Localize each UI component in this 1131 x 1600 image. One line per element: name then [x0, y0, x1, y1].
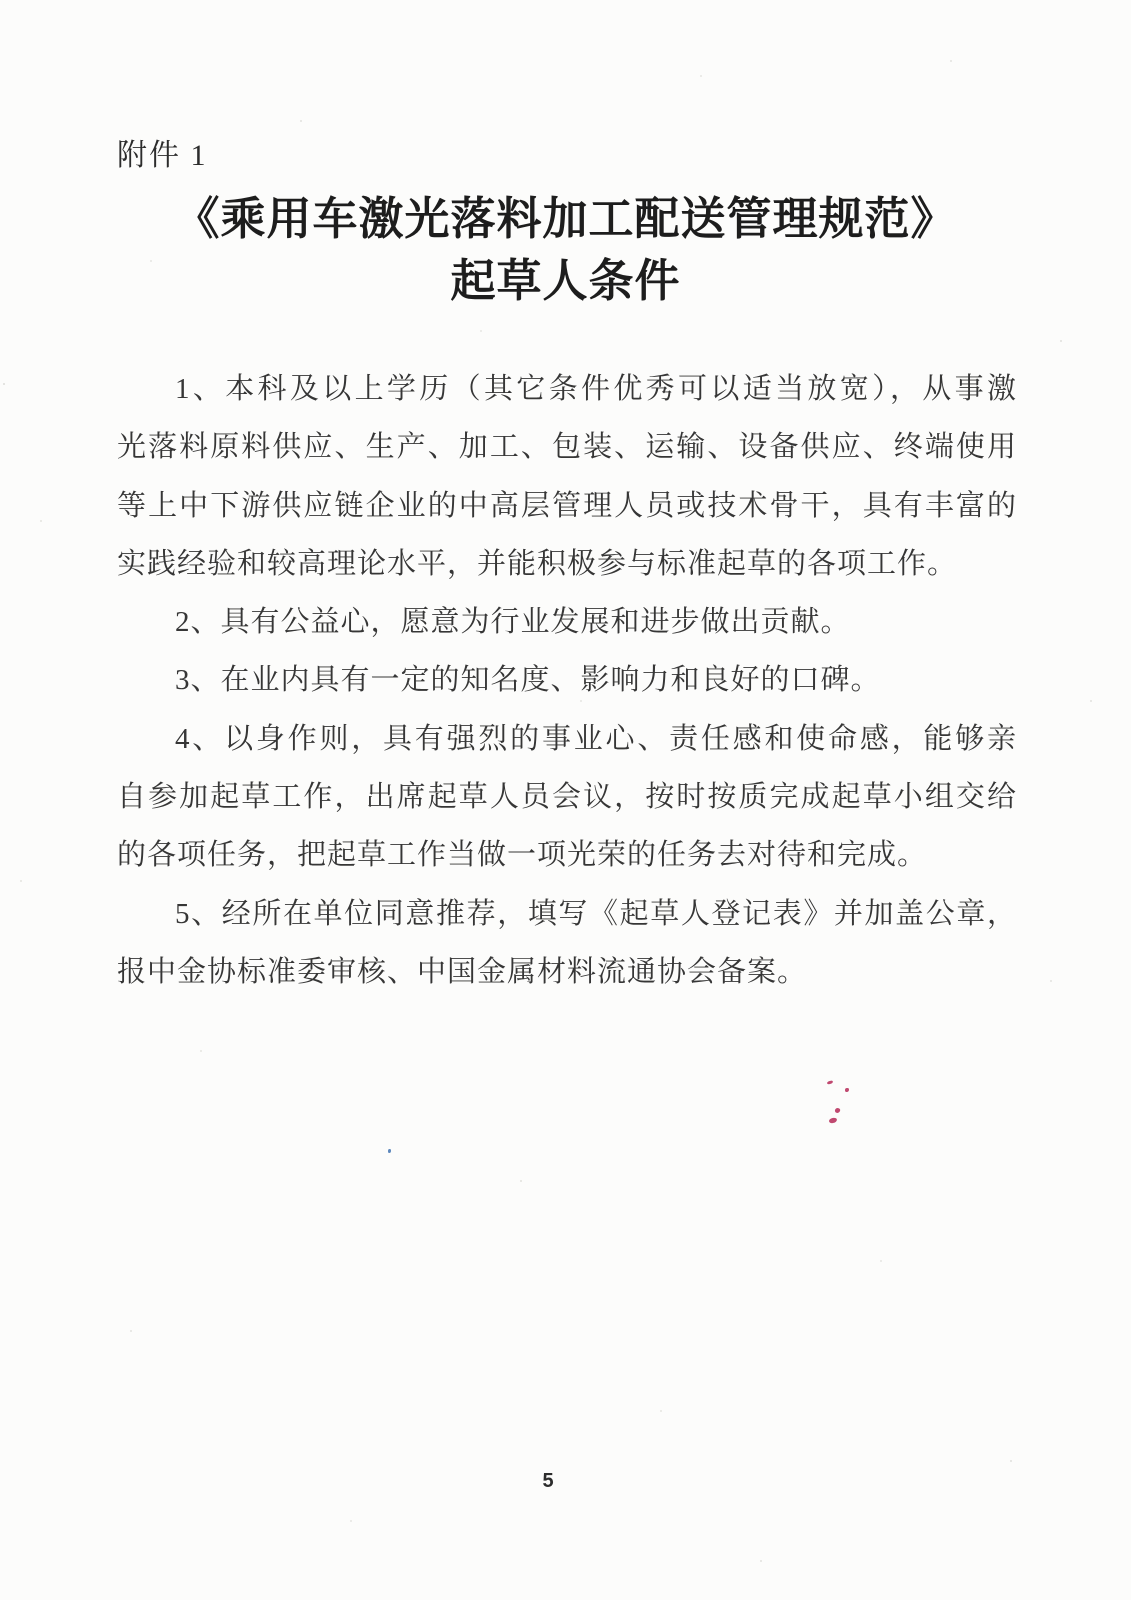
document-body [117, 360, 1017, 1001]
body-line: 1、本科及以上学历（其它条件优秀可以适当放宽），从事激 [175, 373, 1017, 405]
document-title-line1: 《乘用车激光落料加工配送管理规范》 [174, 194, 957, 244]
attachment-label: 附件 1 [117, 139, 208, 172]
body-line: 光落料原料供应、生产、加工、包装、运输、设备供应、终端使用 [117, 431, 1017, 464]
body-line: 4、以身作则，具有强烈的事业心、责任感和使命感，能够亲 [175, 722, 1017, 755]
body-line: 报中金协标准委审核、中国金属材料流通协会备案。 [117, 955, 808, 988]
red-ink-speck-artifact [834, 1107, 840, 1113]
page-number: 5 [542, 1470, 554, 1492]
body-line: 等上中下游供应链企业的中高层管理人员或技术骨干，具有丰富的 [117, 489, 1017, 522]
body-line: 3、在业内具有一定的知名度、影响力和良好的口碑。 [175, 664, 881, 697]
body-line: 的各项任务，把起草工作当做一项光荣的任务去对待和完成。 [117, 839, 928, 872]
blue-ink-speck-artifact [388, 1149, 391, 1153]
red-ink-speck-artifact [845, 1088, 849, 1092]
body-line: 5、经所在单位同意推荐，填写《起草人登记表》并加盖公章， [175, 897, 1017, 930]
red-ink-speck-artifact [827, 1080, 834, 1084]
red-ink-speck-artifact [829, 1117, 838, 1123]
body-line: 自参加起草工作，出席起草人员会议，按时按质完成起草小组交给 [117, 781, 1017, 814]
document-title [0, 188, 1131, 312]
scan-noise [300, 120, 302, 122]
body-line: 2、具有公益心，愿意为行业发展和进步做出贡献。 [175, 606, 851, 639]
body-line: 实践经验和较高理论水平，并能积极参与标准起草的各项工作。 [117, 547, 958, 580]
document-title-line2: 起草人条件 [450, 256, 681, 306]
